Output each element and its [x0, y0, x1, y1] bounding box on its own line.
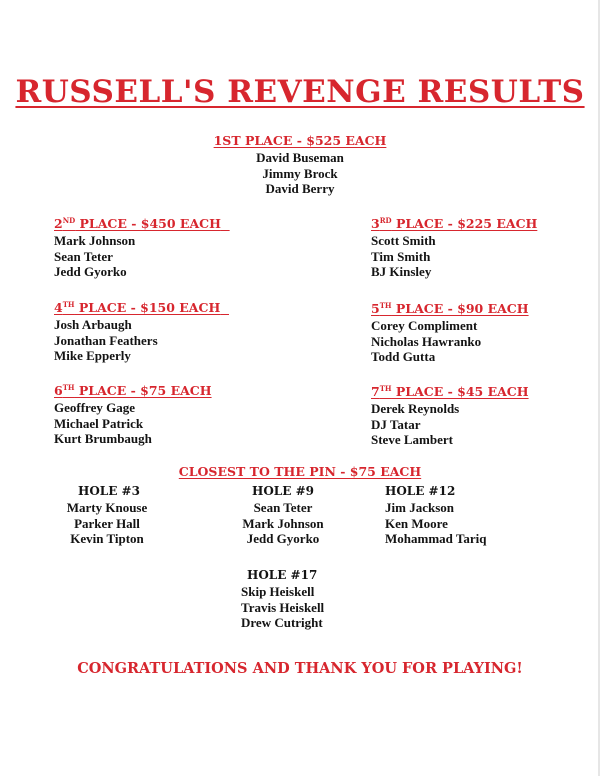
closest-to-pin-heading: CLOSEST TO THE PIN - $75 EACH — [178, 464, 422, 479]
sixth-place-heading: 6TH PLACE - $75 EACH — [54, 383, 212, 398]
hole-17-name: Drew Cutright — [241, 615, 323, 630]
fourth-place-heading: 4TH PLACE - $150 EACH — [54, 300, 221, 315]
fourth-place-section — [54, 297, 229, 364]
sixth-place-name: Michael Patrick — [54, 415, 144, 431]
hole-9-section — [218, 483, 348, 547]
seventh-place-section — [371, 381, 529, 448]
sixth-place-section — [54, 380, 212, 447]
hole-3-name: Kevin Tipton — [70, 531, 144, 546]
first-place-name: David Berry — [265, 181, 335, 196]
page-title: RUSSELL'S REVENGE RESULTS — [15, 74, 585, 110]
hole-12-name: Ken Moore — [385, 515, 448, 531]
second-place-section — [54, 213, 230, 280]
first-place-section — [200, 133, 400, 197]
first-place-name: David Buseman — [256, 150, 344, 165]
fifth-place-section — [371, 298, 529, 365]
seventh-place-name: Steve Lambert — [371, 432, 453, 447]
hole-9-name: Mark Johnson — [242, 515, 324, 531]
hole-9-name: Jedd Gyorko — [246, 531, 320, 546]
fourth-place-name: Josh Arbaugh — [54, 317, 132, 332]
sixth-place-name: Kurt Brumbaugh — [54, 431, 152, 446]
first-place-name: Jimmy Brock — [262, 165, 338, 181]
hole-3-name: Parker Hall — [74, 515, 140, 531]
hole-9-name: Sean Teter — [253, 500, 313, 515]
fourth-place-name: Mike Epperly — [54, 348, 131, 363]
third-place-heading: 3RD PLACE - $225 EACH — [371, 216, 538, 231]
hole-17-label: HOLE #17 — [247, 568, 318, 582]
third-place-name: Scott Smith — [371, 233, 436, 248]
fifth-place-heading: 5TH PLACE - $90 EACH — [371, 301, 529, 316]
fourth-place-name: Jonathan Feathers — [54, 332, 158, 348]
third-place-section — [371, 213, 537, 280]
fifth-place-name: Nicholas Hawranko — [371, 333, 482, 349]
hole-17-name: Skip Heiskell — [241, 584, 315, 599]
fifth-place-name: Corey Compliment — [371, 318, 478, 333]
hole-9-label: HOLE #9 — [252, 484, 314, 498]
hole-3-section — [42, 483, 172, 547]
third-place-name: Tim Smith — [371, 248, 431, 264]
second-place-name: Mark Johnson — [54, 233, 136, 248]
hole-12-label: HOLE #12 — [385, 484, 456, 498]
hole-17-name: Travis Heiskell — [241, 599, 325, 615]
third-place-name: BJ Kinsley — [371, 264, 432, 279]
congratulations-message: CONGRATULATIONS AND THANK YOU FOR PLAYING! — [77, 660, 523, 677]
hole-12-section — [385, 483, 487, 547]
sixth-place-name: Geoffrey Gage — [54, 400, 135, 415]
second-place-name: Sean Teter — [54, 248, 113, 264]
seventh-place-heading: 7TH PLACE - $45 EACH — [371, 384, 529, 399]
hole-12-name: Jim Jackson — [385, 500, 454, 515]
first-place-heading: 1ST PLACE - $525 EACH — [213, 133, 387, 148]
second-place-name: Jedd Gyorko — [54, 264, 127, 279]
hole-12-name: Mohammad Tariq — [385, 531, 487, 546]
seventh-place-name: DJ Tatar — [371, 416, 421, 432]
hole-17-section — [241, 567, 324, 631]
hole-3-label: HOLE #3 — [78, 484, 140, 498]
hole-3-name: Marty Knouse — [66, 500, 148, 515]
seventh-place-name: Derek Reynolds — [371, 401, 460, 416]
fifth-place-name: Todd Gutta — [371, 349, 436, 364]
second-place-heading: 2ND PLACE - $450 EACH — [54, 216, 221, 231]
closest-to-pin-section — [150, 464, 450, 480]
